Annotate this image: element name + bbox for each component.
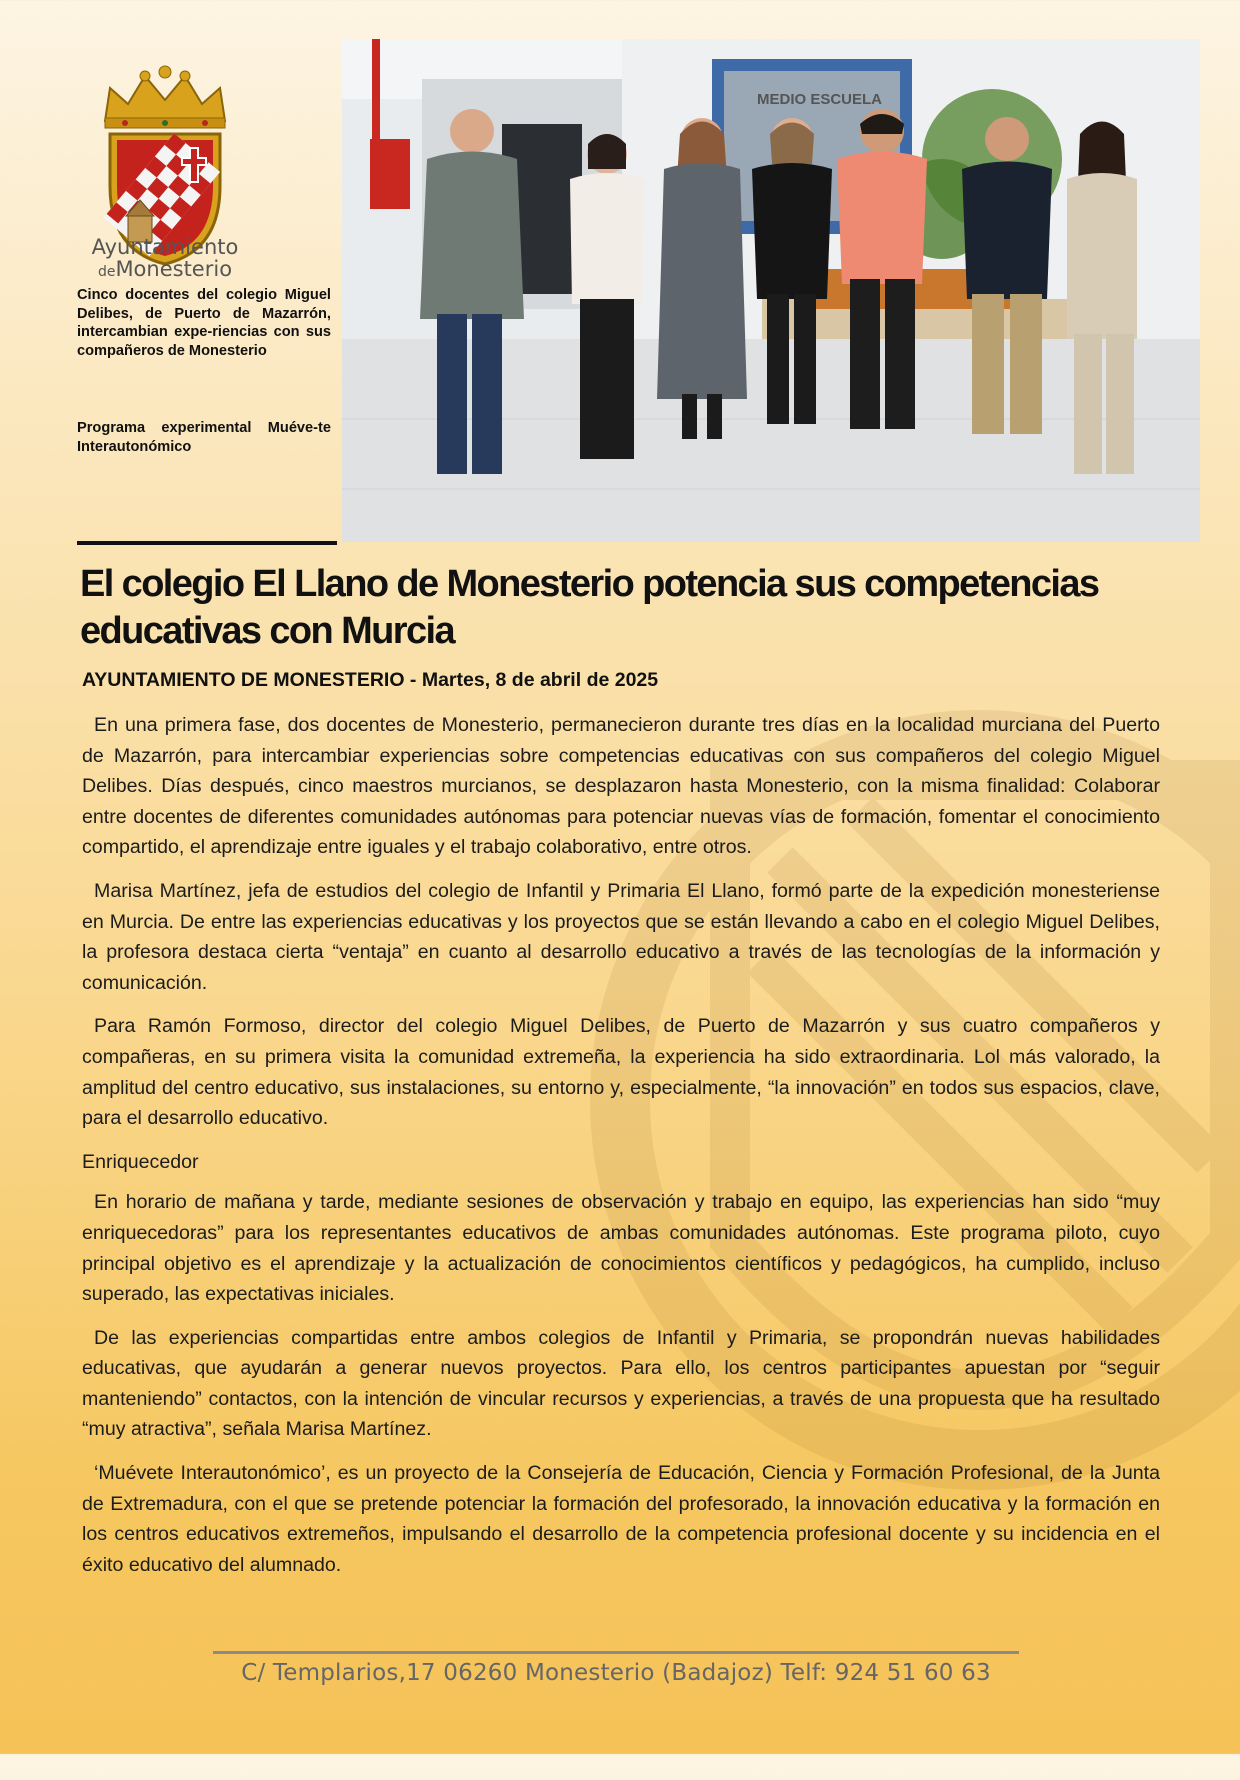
article-paragraph: ‘Muévete Interautonómico’, es un proyecto de la Consejería de Educación, Ciencia y Formación Profesional, de la Junta de Extremadura, con el que se pretende potenciar la formación del profesorado, la innovación educativa y la formación en los centros educativos extremeños, impulsando el desarrollo de la competencia profesional docente y su incidencia en el éxito educativo del alumnado.	[82, 1462, 1160, 1576]
article-paragraph: Marisa Martínez, jefa de estudios del colegio de Infantil y Primaria El Llano, formó parte de la expedición monesteriense en Murcia. De entre las experiencias educativas y los proyectos que se están llevando a cabo en el colegio Miguel Delibes, la profesora destaca cierta “ventaja” en cuanto al desarrollo educativo a través de las tecnologías de la información y comunicación.	[82, 879, 1160, 994]
article-subheading: Enriquecedor	[82, 1150, 199, 1173]
article-paragraph: En horario de mañana y tarde, mediante sesiones de observación y trabajo en equipo, las experiencias han sido “muy enriquecedoras” para los representantes educativos de ambas comunidades autónomas. Este programa piloto, cuyo principal objetivo es el aprendizaje y la actualización de conocimientos científicos y pedagógicos, ha cumplido, incluso superado, las expectativas iniciales.	[82, 1191, 1160, 1306]
person-2	[570, 134, 644, 459]
article-summary: Cinco docentes del colegio Miguel Delibes, de Puerto de Mazarrón, intercambian expe-riencias con sus compañeros de Monesterio	[77, 287, 331, 359]
poster-text: MEDIO ESCUELA	[757, 91, 883, 108]
article-headline: El colegio El Llano de Monesterio potencia sus competencias educativas con Murcia	[80, 563, 1099, 652]
article-body	[82, 710, 1160, 1593]
program-label: Programa experimental Muéve-te Interautonómico	[77, 420, 331, 455]
article-paragraph: Para Ramón Formoso, director del colegio Miguel Delibes, de Puerto de Mazarrón y sus cuatro compañeros y compañeras, en su primera visita la comunidad extremeña, la experiencia ha sido extraordinaria. Lol más valorado, la amplitud del centro educativo, sus instalaciones, su entorno y, especialmente, “la innovación” en todos sus espacios, clave, para el desarrollo educativo.	[82, 1015, 1160, 1130]
divider	[77, 541, 337, 545]
article-byline: AYUNTAMIENTO DE MONESTERIO - Martes, 8 de abril de 2025	[82, 669, 659, 691]
group-photo	[342, 39, 1200, 542]
article-paragraph: En una primera fase, dos docentes de Monesterio, permanecieron durante tres días en la localidad murciana del Puerto de Mazarrón, para intercambiar experiencias sobre competencias educativas con sus compañeros del colegio Miguel Delibes. Días después, cinco maestros murcianos, se desplazaron hasta Monesterio, con la misma finalidad: Colaborar entre docentes de diferentes comunidades autónomas para potenciar nuevas vías de formación, fomentar el conocimiento compartido, el aprendizaje entre iguales y el trabajo colaborativo, entre otros.	[82, 714, 1160, 859]
logo-name-line1: Ayuntamiento	[91, 235, 239, 259]
municipality-name	[80, 236, 250, 283]
footer-divider	[213, 1651, 1019, 1654]
logo-name-prefix: de	[97, 264, 116, 280]
logo-name-line2: Monesterio	[115, 257, 233, 281]
article-paragraph: De las experiencias compartidas entre ambos colegios de Infantil y Primaria, se propondrán nuevas habilidades educativas, que ayudarán a generar nuevos proyectos. Para ello, los centros participantes apuestan por “seguir manteniendo” contactos, con la intención de vincular recursos y experiencias, a través de una propuesta que ha resultado “muy atractiva”, señala Marisa Martínez.	[82, 1326, 1160, 1441]
footer-address: C/ Templarios,17 06260 Monesterio (Badajoz) Telf: 924 51 60 63	[241, 1660, 991, 1686]
